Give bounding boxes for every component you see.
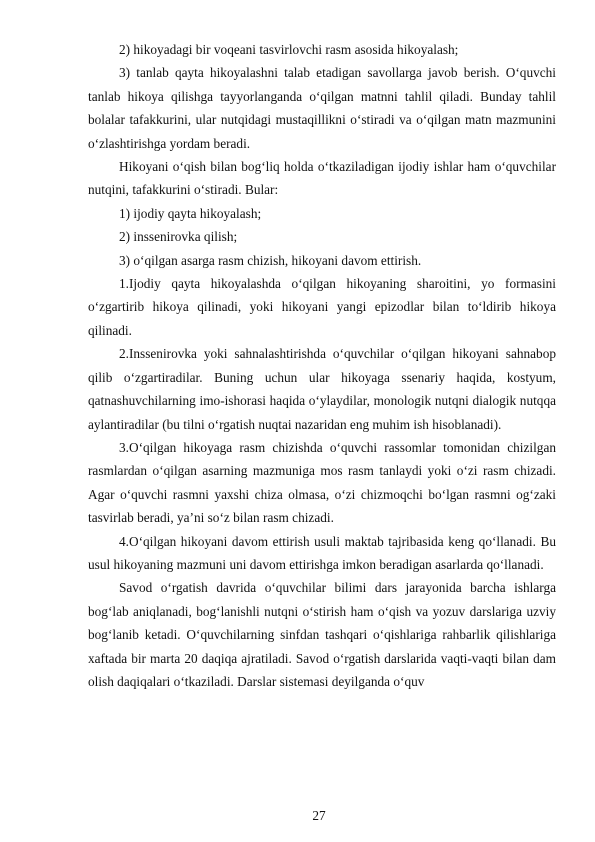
- paragraph: 2) inssenirovka qilish;: [119, 229, 238, 245]
- paragraph: 2.Inssenirovka yoki sahnalashtirishda o‘quvchilar o‘qilgan hikoyani sahnabop qilib o‘zgartiradilar. Buning uchun ular hikoyaga ssenariy haqida, kostyum, qatnashuvchilarning imo-ishorasi haqida o‘ylaydilar, monologik nutqni dialogik nutqqa aylantiradilar (bu tilni o‘rgatish nuqtai nazaridan eng muhim ish hisoblanadi).: [88, 346, 556, 432]
- paragraph: 1.Ijodiy qayta hikoyalashda o‘qilgan hikoyaning sharoitini, yo formasini o‘zgartirib hikoya qilinadi, yoki hikoyani yangi epizodlar bilan to‘ldirib hikoya qilinadi.: [88, 276, 556, 338]
- paragraph: 3.O‘qilgan hikoyaga rasm chizishda o‘quvchi rassomlar tomonidan chizilgan rasmlardan o‘qilgan asarning mazmuniga mos rasm tanlaydi yoki o‘zi rasm chizadi. Agar o‘quvchi rasmni yaxshi chiza olmasa, o‘zi chizmoqchi bo‘lgan rasmni og‘zaki tasvirlab beradi, ya’ni so‘z bilan rasm chizadi.: [88, 439, 556, 526]
- body-text: [88, 38, 556, 693]
- paragraph: 3) o‘qilgan asarga rasm chizish, hikoyani davom ettirish.: [119, 252, 422, 268]
- paragraph: 1) ijodiy qayta hikoyalash;: [119, 205, 262, 221]
- paragraph: Savod o‘rgatish davrida o‘quvchilar bilimi dars jarayonida barcha ishlarga bog‘lab aniqlanadi, bog‘lanishli nutqni o‘stirish ham o‘qish va yozuv darslariga uzviy bog‘lanib ketadi. O‘quvchilarning sinfdan tashqari o‘qishlariga rahbarlik qilishlariga xaftada bir marta 20 daqiqa ajratiladi. Savod o‘rgatish darslarida vaqti-vaqti bilan dam olish daqiqalari o‘tkaziladi. Darslar sistemasi deyilganda o‘quv: [88, 580, 556, 689]
- paragraph: 2) hikoyadagi bir voqeani tasvirlovchi rasm asosida hikoyalash;: [119, 42, 459, 57]
- paragraph: 3) tanlab qayta hikoyalashni talab etadigan savollarga javob berish. O‘quvchi tanlab hikoya qilishga tayyorlanganda o‘qilgan matnni tahlil qiladi. Bunday tahlil bolalar tafakkurini, ular nutqidagi mustaqillikni o‘stiradi va o‘qilgan matn mazmunini o‘zlashtirishga yordam beradi.: [88, 65, 556, 151]
- paragraph: 4.O‘qilgan hikoyani davom ettirish usuli maktab tajribasida keng qo‘llanadi. Bu usul hikoyaning mazmuni uni davom ettirishga imkon beradigan asarlarda qo‘llanadi.: [88, 533, 556, 572]
- paragraph: Hikoyani o‘qish bilan bog‘liq holda o‘tkaziladigan ijodiy ishlar ham o‘quvchilar nutqini, tafakkurini o‘stiradi. Bular:: [88, 159, 556, 198]
- page-number: 27: [312, 808, 326, 823]
